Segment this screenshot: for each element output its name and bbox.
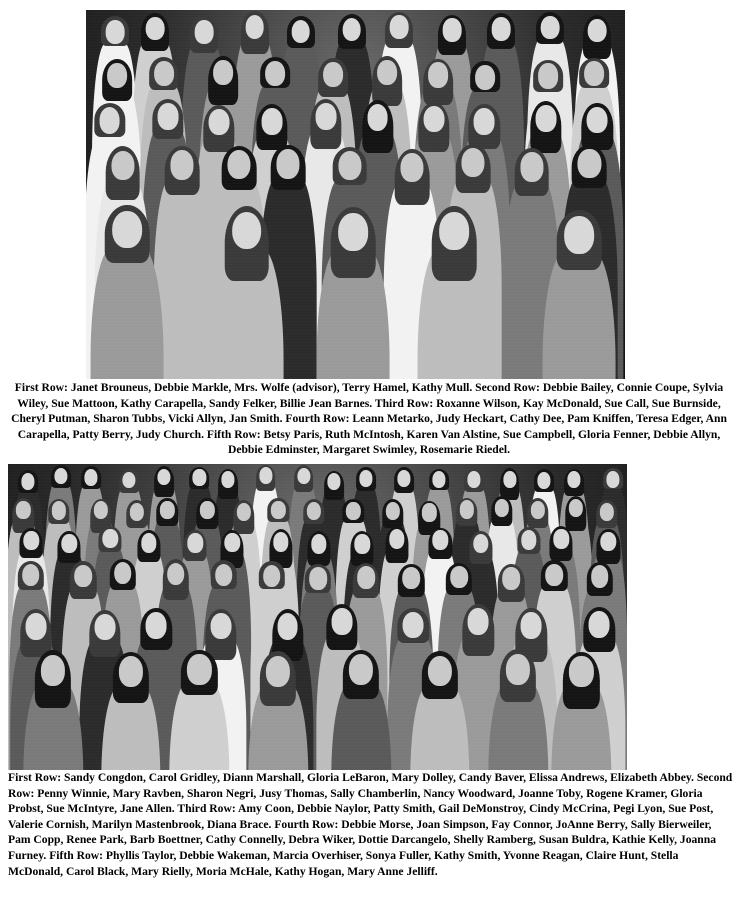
group-photo-top (86, 10, 625, 379)
person-figure (548, 656, 614, 770)
person-figure (407, 656, 473, 770)
person-figure (98, 656, 164, 770)
caption-bottom: First Row: Sandy Congdon, Carol Gridley, Diann Marshall, Gloria LeBaron, Mary Dolley, Candy Baver, Elissa Andrews, Elizabeth Abbey. Second Row: Penny Winnie, Mary Ravben, Sharon Negri, Jusy Thomas, Sally Chamberlin, Nancy Woodward, Joanne Toby, Rogene Kramer, Gloria Probst, Sue McIntyre, Jane Allen. Third Row: Amy Coon, Debbie Naylor, Patty Smith, Gail DeMonstroy, Cindy McCrina, Pegi Lyon, Sue Post, Valerie Cornish, Marilyn Mastenbrook, Diana Brace. Fourth Row: Debbie Morse, Joan Simpson, Fay Connor, JoAnne Berry, Sally Bierweiler, Pam Copp, Renee Park, Barb Boettner, Cathy Connelly, Debra Wiker, Dottie Darcangelo, Shelly Ramberg, Susan Buldra, Kathie Kelly, Joanna Furney. Fifth Row: Phyllis Taylor, Debbie Wakeman, Marcia Overhiser, Sonya Fuller, Kathy Smith, Yvonne Reagan, Claire Hunt, Stella McDonald, Carol Black, Mary Rielly, Moria McHale, Kathy Hogan, Mary Anne Jelliff. (8, 771, 733, 878)
person-figure (87, 211, 168, 379)
person-figure (485, 654, 551, 770)
person-figure (245, 656, 311, 770)
person-figure (166, 654, 232, 770)
group-photo-bottom (8, 464, 627, 770)
person-figure (328, 654, 394, 770)
caption-top: First Row: Janet Brouneus, Debbie Markle, Mrs. Wolfe (advisor), Terry Hamel, Kathy Mull. Second Row: Debbie Bailey, Connie Coupe, Sylvia Wiley, Sue Mattoon, Kathy Carapella, Sandy Felker, Billie Jean Barnes. Third Row: Roxanne Wilson, Kay McDonald, Sue Call, Sue Burnside, Cheryl Putman, Sharon Tubbs, Vicki Allyn, Jan Smith. Fourth Row: Leann Metarko, Judy Heckart, Cathy Dee, Pam Kniffen, Teresa Edger, Ann Carapella, Patty Berry, Judy Church. Fifth Row: Betsy Paris, Ruth McIntosh, Karen Van Alstine, Sue Campbell, Gloria Fenner, Debbie Allyn, Debbie Edminster, Margaret Swimley, Rosemarie Riedel. (11, 381, 727, 457)
person-figure (20, 655, 86, 770)
person-figure (539, 216, 620, 379)
person-figure (312, 213, 393, 379)
person-figure (414, 212, 495, 379)
person-figure (206, 212, 287, 379)
